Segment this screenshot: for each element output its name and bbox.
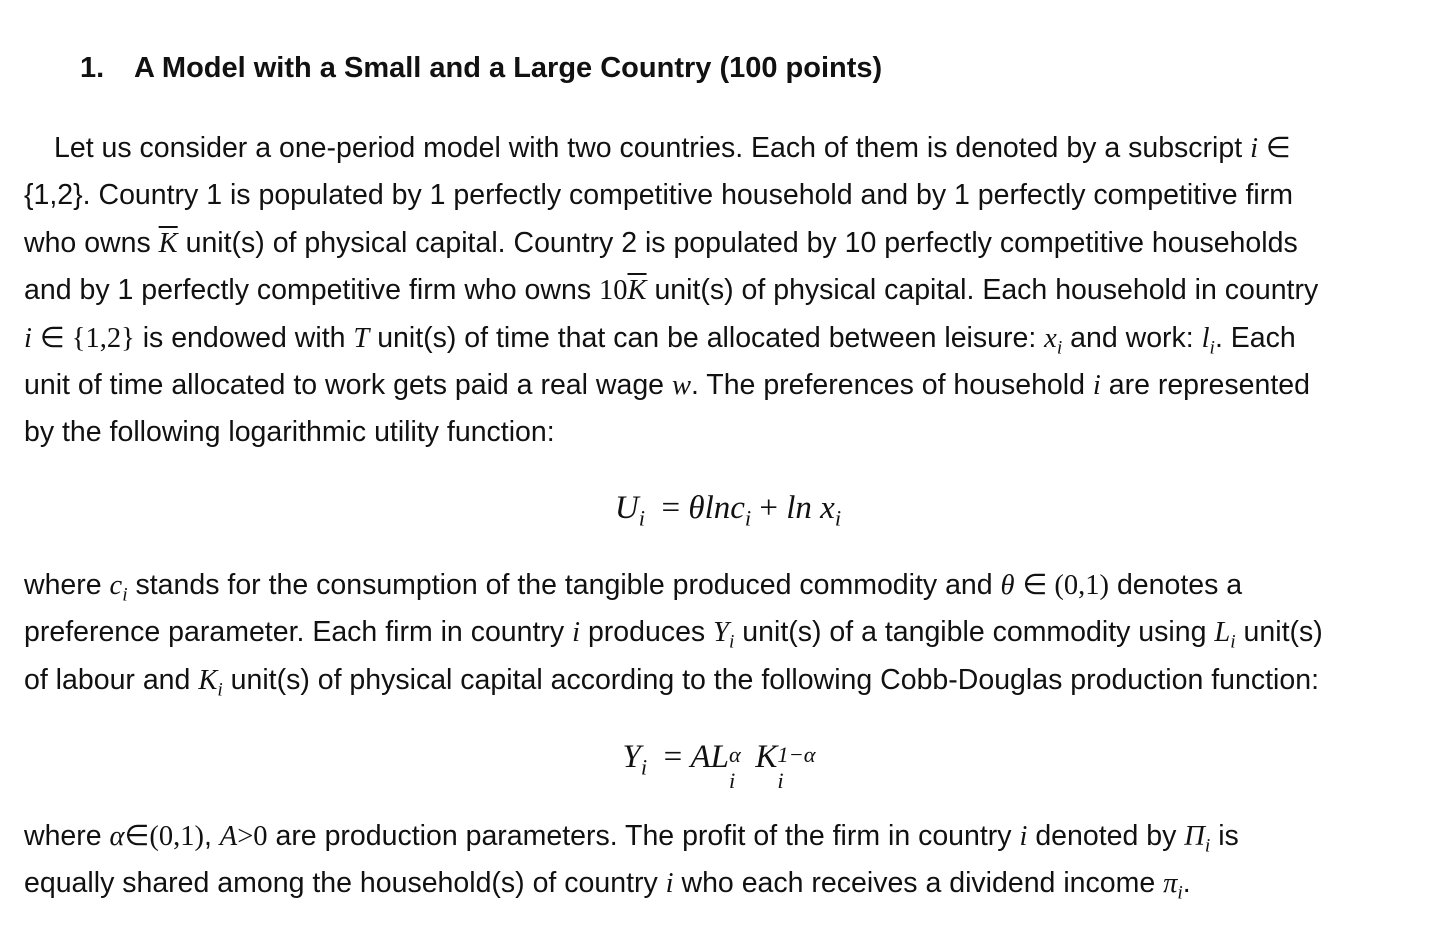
utility-equation: $U_i = \theta\ln c_i + \ln x_i$: [614, 490, 842, 531]
production-equation: $Y_i$ = AL α i K 1−α i: [622, 739, 816, 793]
question-title: A Model with a Small and a Large Country (100 points): [134, 52, 883, 84]
text-line: and by 1 perfectly competitive firm who owns $10\overline{K}$ unit(s) of physical capital. Each household in country: [24, 274, 1319, 307]
text-line: where α∈(0,1), A>0 are production parameters. The profit of the firm in country i denoted by $\Pi_i$ is: [24, 820, 1239, 857]
text-line: where $c_i$ stands for the consumption of the tangible produced commodity and θ ∈ (0,1) denotes a: [24, 569, 1243, 606]
question-number: 1.: [80, 52, 105, 84]
text-line: who owns $\overline{K}$ unit(s) of physical capital. Country 2 is populated by 10 perfectly competitive households: [24, 226, 1298, 259]
text-line: {1,2}. Country 1 is populated by 1 perfectly competitive household and by 1 perfectly competitive firm: [24, 179, 1293, 212]
text-line: preference parameter. Each firm in country i produces $Y_i$ unit(s) of a tangible commodity using $L_i$ unit(s): [24, 616, 1323, 654]
text-line: by the following logarithmic utility function:: [24, 416, 555, 449]
text-line: unit of time allocated to work gets paid a real wage w. The preferences of household i are represented: [24, 369, 1310, 402]
text-line: i ∈ {1,2} is endowed with T unit(s) of time that can be allocated between leisure: $x_i$ and work: $l_i$. Each: [24, 321, 1296, 359]
text-line: equally shared among the household(s) of country i who each receives a dividend income $\pi_i$.: [24, 867, 1191, 905]
question-heading: [80, 52, 882, 85]
paragraph-parameters: [24, 813, 1452, 908]
paragraph-preferences: [24, 562, 1452, 704]
paragraph-model-setup: [24, 125, 1452, 457]
text-line: Let us consider a one-period model with two countries. Each of them is denoted by a subscript i ∈: [54, 132, 1291, 164]
text-line: of labour and $K_i$ unit(s) of physical capital according to the following Cobb-Douglas production function:: [24, 663, 1319, 701]
